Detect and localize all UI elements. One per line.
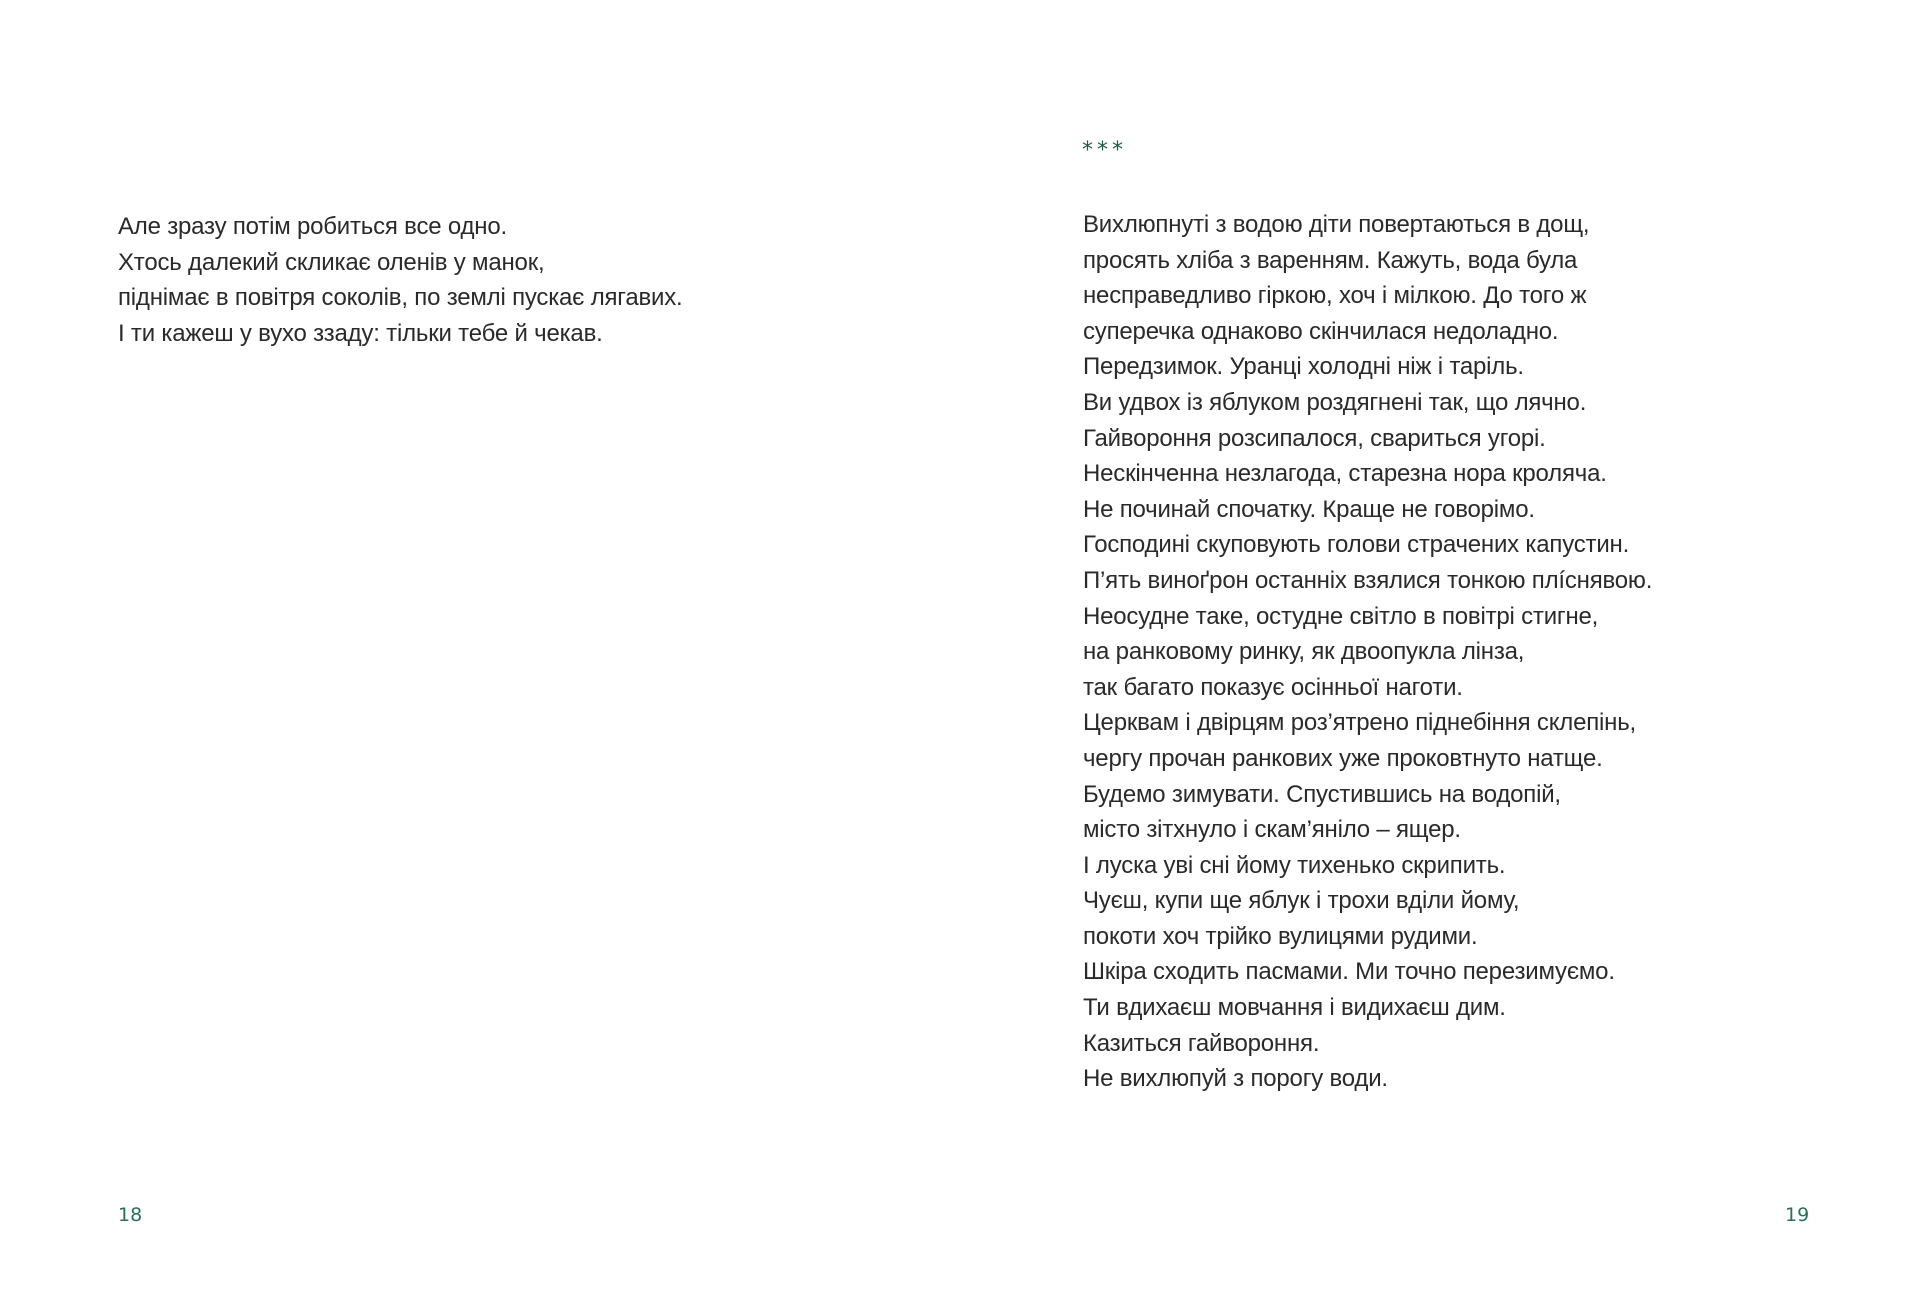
poem-stanza — [1083, 207, 1652, 1097]
poem-line: Гайвороння розсипалося, свариться угорі. — [1083, 424, 1546, 452]
poem-line: Будемо зимувати. Спустившись на водопій, — [1083, 780, 1561, 808]
poem-line: на ранковому ринку, як двоопукла лінза, — [1083, 638, 1525, 666]
poem-line: суперечка однаково скінчилася недоладно. — [1083, 317, 1559, 345]
poem-line: Шкіра сходить пасмами. Ми точно перезимуємо. — [1083, 958, 1615, 986]
poem-line: Ти вдихаєш мовчання і видихаєш дим. — [1083, 994, 1506, 1022]
poem-line: Чуєш, купи ще яблук і трохи вділи йому, — [1083, 887, 1520, 915]
poem-line: І ти кажеш у вухо ззаду: тільки тебе й чекав. — [118, 319, 603, 347]
poem-line: несправедливо гіркою, хоч і мілкою. До того ж — [1083, 282, 1587, 310]
poem-line: І луска уві сні йому тихенько скрипить. — [1083, 851, 1506, 879]
poem-line: чергу прочан ранкових уже проковтнуто натще. — [1083, 744, 1603, 772]
poem-line: Казиться гайвороння. — [1083, 1029, 1320, 1057]
poem-line: так багато показує осінньої наготи. — [1083, 673, 1463, 701]
poem-line: піднімає в повітря соколів, по землі пускає лягавих. — [118, 284, 683, 312]
page-number: 19 — [1785, 1204, 1810, 1226]
poem-line: просять хліба з варенням. Кажуть, вода була — [1083, 246, 1578, 274]
poem-line: Але зразу потім робиться все одно. — [118, 213, 507, 240]
section-break-asterisks-icon: *** — [1082, 138, 1127, 163]
poem-line: покоти хоч трійко вулицями рудими. — [1083, 922, 1478, 950]
page-number: 18 — [118, 1204, 143, 1226]
poem-line: Ви удвох із яблуком роздягнені так, що лячно. — [1083, 388, 1587, 416]
poem-line: Неосудне таке, остудне світло в повітрі стигне, — [1083, 602, 1599, 630]
poem-line: Хтось далекий скликає оленів у манок, — [118, 248, 545, 276]
poem-line: Нескінченна незлагода, старезна нора кроляча. — [1083, 460, 1607, 488]
poem-line: Передзимок. Уранці холодні ніж і таріль. — [1083, 353, 1524, 381]
poem-line: Церквам і двірцям роз’ятрено піднебіння склепінь, — [1083, 709, 1636, 737]
poem-line: місто зітхнуло і скам’яніло – ящер. — [1083, 816, 1461, 844]
poem-stanza — [118, 209, 683, 351]
poem-line: П’ять виноґрон останніх взялися тонкою плíснявою. — [1083, 566, 1653, 594]
poem-line: Не вихлюпуй з порогу води. — [1083, 1065, 1388, 1093]
right-page — [960, 0, 1920, 1304]
poem-line: Вихлюпнуті з водою діти повертаються в дощ, — [1083, 211, 1590, 238]
poem-line: Господині скуповують голови страчених капустин. — [1083, 531, 1630, 559]
poem-line: Не починай спочатку. Краще не говорімо. — [1083, 495, 1535, 523]
